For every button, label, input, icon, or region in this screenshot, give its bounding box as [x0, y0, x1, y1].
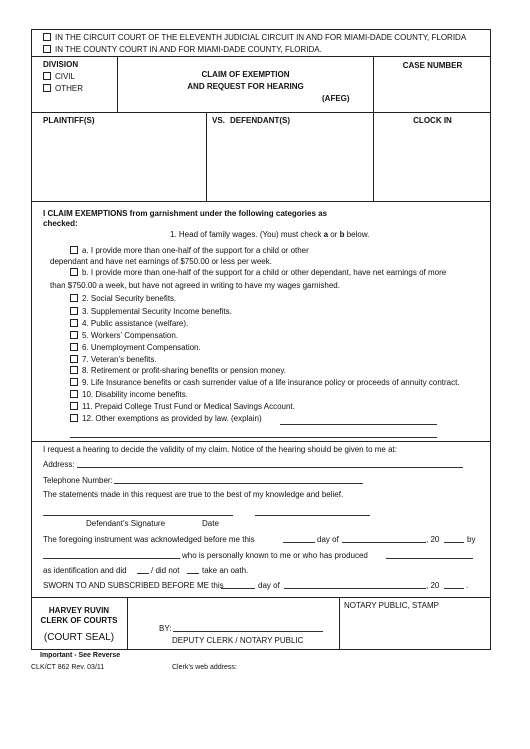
form-title-line1: CLAIM OF EXEMPTION: [201, 70, 290, 79]
checkbox[interactable]: [70, 246, 78, 254]
exemptions-heading: I CLAIM EXEMPTIONS from garnishment under the following categories as: [43, 209, 328, 218]
ack-name-field[interactable]: [43, 558, 180, 559]
exemption-item[interactable]: 3. Supplemental Security Income benefits.: [70, 307, 232, 316]
notary-stamp-label: NOTARY PUBLIC, STAMP: [344, 601, 439, 610]
truth-statement: The statements made in this request are true to the best of my knowledge and belief.: [43, 490, 344, 499]
exemption-item[interactable]: 9. Life Insurance benefits or cash surrender value of a life insurance policy or proceeds of annuity contract.: [70, 378, 460, 387]
case-number-label: CASE NUMBER: [402, 61, 463, 70]
checkbox[interactable]: [43, 72, 51, 80]
deputy-signature-field[interactable]: [173, 631, 323, 632]
exemption-1b-cont: than $750.00 a week, but have not agreed in writing to have my wages garnished.: [50, 281, 340, 290]
address-label: Address:: [43, 460, 75, 469]
exemption-item[interactable]: 7. Veteran’s benefits.: [70, 355, 157, 364]
clerk-web-address: Clerk’s web address:: [172, 664, 237, 671]
by-label: BY:: [159, 624, 172, 633]
sworn-period: .: [466, 581, 469, 590]
clerk-title: CLERK OF COURTS: [40, 616, 118, 625]
ack-oath: take an oath.: [202, 566, 249, 575]
sworn-day-field[interactable]: [221, 588, 255, 589]
ack-did-not-field[interactable]: [187, 573, 199, 574]
divider: [373, 56, 374, 201]
signature-label: Defendant’s Signature: [86, 519, 166, 528]
sworn-day-of: day of: [258, 581, 280, 590]
ack-year-prefix: , 20: [426, 535, 440, 544]
date-label: Date: [202, 519, 219, 528]
court-county-option[interactable]: IN THE COUNTY COURT IN AND FOR MIAMI-DADE COUNTY, FLORIDA.: [43, 45, 322, 54]
hearing-request-text: I request a hearing to decide the validity of my claim. Notice of the hearing should be given to me at:: [43, 445, 397, 454]
checkbox[interactable]: [43, 33, 51, 41]
exemption-item[interactable]: 12. Other exemptions as provided by law. (explain): [70, 414, 262, 423]
exemption-1b[interactable]: b. I provide more than one-half of the support for a child or other dependant, have net earnings of more: [70, 268, 446, 277]
ack-line3-text: as identification and did: [43, 566, 127, 575]
ack-did-field[interactable]: [137, 573, 149, 574]
ack-day-field[interactable]: [283, 542, 315, 543]
explain-field[interactable]: [280, 424, 437, 425]
checkbox[interactable]: [70, 294, 78, 302]
checkbox[interactable]: [70, 307, 78, 315]
explain-field-line2[interactable]: [70, 437, 437, 438]
checkbox[interactable]: [70, 390, 78, 398]
telephone-field[interactable]: [114, 483, 363, 484]
exemption-item[interactable]: 6. Unemployment Compensation.: [70, 343, 201, 352]
defendant-label: DEFENDANT(S): [230, 116, 290, 125]
checkbox[interactable]: [70, 378, 78, 386]
exemption-1a[interactable]: a. I provide more than one-half of the support for a child or other: [70, 246, 309, 255]
exemption-item[interactable]: 2. Social Security benefits.: [70, 294, 176, 303]
sworn-text: SWORN TO AND SUBSCRIBED BEFORE ME this: [43, 581, 224, 590]
telephone-label: Telephone Number:: [43, 476, 113, 485]
divider: [31, 56, 491, 57]
checkbox[interactable]: [70, 331, 78, 339]
divider: [206, 112, 207, 201]
divider: [31, 201, 491, 202]
divider: [127, 597, 128, 650]
division-label: DIVISION: [43, 60, 79, 69]
exemption-item-1: 1. Head of family wages. (You) must check a or b below.: [170, 230, 370, 239]
divider: [31, 112, 491, 113]
ack-did-not: / did not: [151, 566, 180, 575]
exemption-item[interactable]: 11. Prepaid College Trust Fund or Medical Savings Account.: [70, 402, 295, 411]
sworn-month-field[interactable]: [284, 588, 426, 589]
checkbox[interactable]: [70, 414, 78, 422]
exemption-1a-cont: dependant and have net earnings of $750.00 or less per week.: [50, 257, 272, 266]
court-seal-label: (COURT SEAL): [43, 632, 115, 643]
sworn-year-prefix: , 20: [426, 581, 440, 590]
checkbox[interactable]: [70, 319, 78, 327]
important-note: Important - See Reverse: [40, 652, 121, 659]
clock-in-label: CLOCK IN: [413, 116, 452, 125]
checkbox[interactable]: [43, 84, 51, 92]
ack-id-field[interactable]: [386, 558, 473, 559]
divider: [339, 597, 340, 650]
ack-by: by: [467, 535, 476, 544]
form-title-line2: AND REQUEST FOR HEARING: [187, 82, 304, 91]
ack-line1-text: The foregoing instrument was acknowledged before me this: [43, 535, 255, 544]
exemption-item[interactable]: 4. Public assistance (welfare).: [70, 319, 188, 328]
deputy-label: DEPUTY CLERK / NOTARY PUBLIC: [172, 636, 304, 645]
address-field[interactable]: [77, 467, 463, 468]
checkbox[interactable]: [70, 355, 78, 363]
checkbox[interactable]: [70, 366, 78, 374]
exemption-item[interactable]: 5. Workers’ Compensation.: [70, 331, 178, 340]
form-id: CLK/CT 862 Rev. 03/11: [31, 664, 105, 671]
checkbox[interactable]: [70, 402, 78, 410]
checkbox[interactable]: [43, 45, 51, 53]
exemptions-heading-checked: checked:: [43, 219, 78, 228]
divider: [31, 597, 491, 598]
ack-year-field[interactable]: [444, 542, 464, 543]
court-circuit-option[interactable]: IN THE CIRCUIT COURT OF THE ELEVENTH JUDICIAL CIRCUIT IN AND FOR MIAMI-DADE COUNTY, FLORIDA: [43, 33, 466, 42]
clerk-name: HARVEY RUVIN: [48, 606, 110, 615]
signature-field[interactable]: [43, 515, 233, 516]
division-other-option[interactable]: OTHER: [43, 84, 83, 93]
ack-month-field[interactable]: [342, 542, 426, 543]
exemption-item[interactable]: 8. Retirement or profit-sharing benefits or pension money.: [70, 366, 286, 375]
divider: [31, 441, 491, 442]
checkbox[interactable]: [70, 268, 78, 276]
exemption-item[interactable]: 10. Disability income benefits.: [70, 390, 188, 399]
ack-day-of: day of: [317, 535, 339, 544]
form-code: (AFEG): [322, 94, 350, 103]
vs-label: VS.: [212, 116, 225, 125]
date-field[interactable]: [255, 515, 370, 516]
division-civil-option[interactable]: CIVIL: [43, 72, 75, 81]
plaintiff-label: PLAINTIFF(S): [43, 116, 95, 125]
ack-line2-text: who is personally known to me or who has produced: [182, 551, 368, 560]
checkbox[interactable]: [70, 343, 78, 351]
sworn-year-field[interactable]: [444, 588, 464, 589]
